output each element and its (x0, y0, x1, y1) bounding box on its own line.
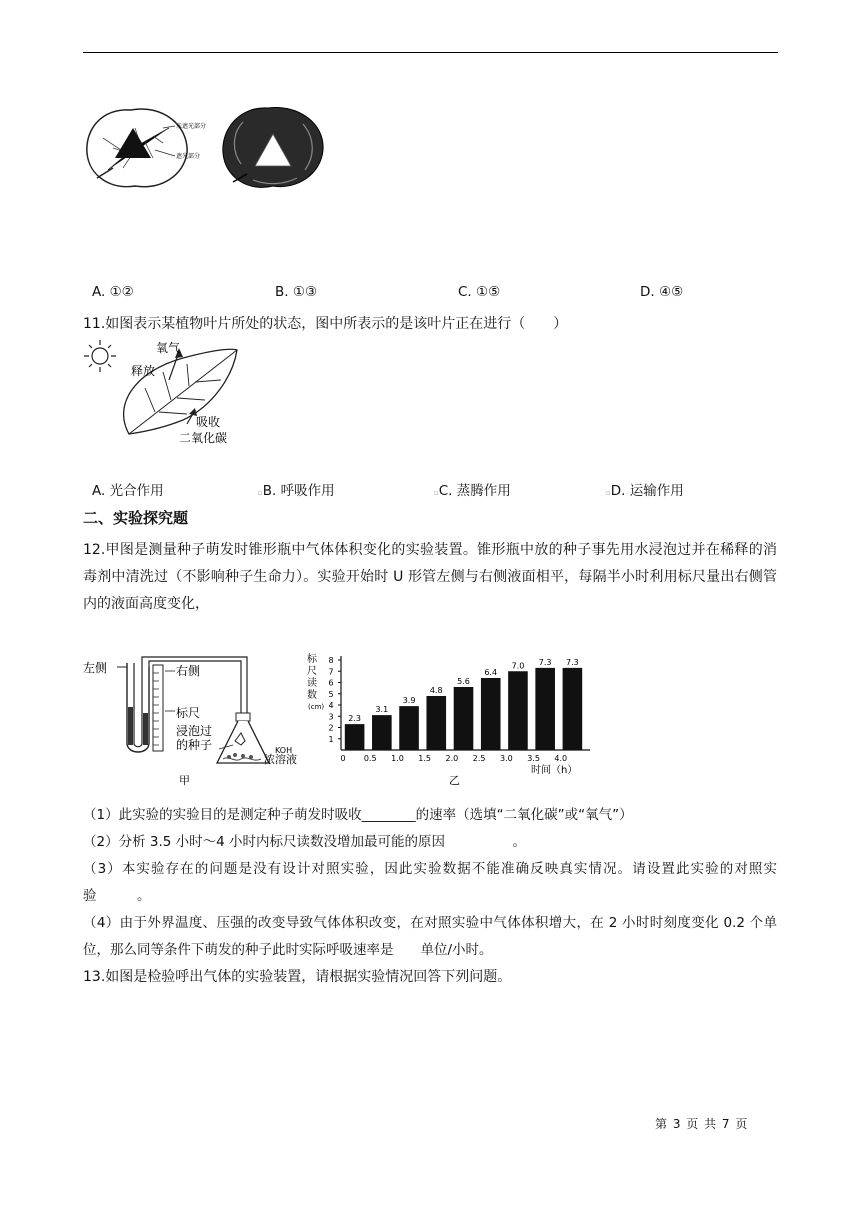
chart-data-label: 6.4 (484, 668, 498, 677)
chart-bar (563, 668, 583, 750)
leaf-right-stained (223, 107, 323, 187)
q11-option-d[interactable]: ▫D. 运输作用 (606, 483, 684, 499)
q11-stem: 11.如图表示某植物叶片所处的状态，图中所表示的是该叶片正在进行（ ） (83, 316, 568, 332)
chart-data-label: 7.3 (566, 657, 579, 667)
chart-bar (508, 671, 528, 750)
chart-bar (372, 715, 392, 750)
chart-ylabel-1: 标 (307, 654, 317, 665)
leaf-photosynthesis-figure (83, 336, 258, 451)
chart-xtick-label: 3.5 (527, 754, 540, 763)
chart-xtick-label: 1.0 (391, 754, 404, 763)
leaf-left (87, 109, 187, 187)
chart-xtick-label: 3.0 (499, 754, 513, 763)
chart-yticks (328, 656, 341, 744)
option-marker-icon: ▫ (434, 489, 439, 497)
label-oxygen: 氧气 (156, 341, 181, 355)
sun-icon (84, 340, 116, 372)
q12-stem: 12.甲图是测量种子萌发时锥形瓶中气体体积变化的实验装置。锥形瓶中放的种子事先用水浸泡过并在稀释的消毒剂中清洗过（不影响种子生命力）。实验开始时 U 形管左侧与右侧液面相平，每隔半小时利用标尺量出右侧管内的液面高度变化， (83, 542, 777, 612)
label-shaded: 遮光部分 (176, 153, 201, 160)
q10-option-b[interactable]: B. ①③ (275, 284, 318, 300)
seed-reading-bar-chart (305, 650, 595, 790)
label-koh-solution: 浓溶液 (264, 753, 297, 766)
chart-ylabel-3: 读 (307, 678, 317, 689)
label-right-side: 右侧 (176, 664, 201, 678)
chart-bar (535, 668, 555, 750)
chart-xlabel: 时间（h） (531, 765, 578, 776)
label-ruler: 标尺 (176, 706, 201, 720)
q11-option-a[interactable]: A. 光合作用 (92, 483, 164, 499)
chart-ytick-label: 8 (328, 656, 334, 665)
chart-xtick-label: 4.0 (554, 754, 568, 763)
chart-data-label: 3.9 (402, 696, 416, 706)
chart-bar (454, 687, 474, 750)
chart-bar (426, 696, 446, 750)
chart-bar (345, 724, 365, 750)
q11-option-c[interactable]: ▫C. 蒸腾作用 (434, 483, 511, 499)
chart-data-label: 5.6 (457, 677, 470, 686)
q12-sub2: （2）分析 3.5 小时～4 小时内标尺读数没增加最可能的原因 。 (83, 834, 527, 850)
q13-stem: 13.如图是检验呼出气体的实验装置，请根据实验情况回答下列问题。 (83, 969, 512, 985)
q12-sub4: （4）由于外界温度、压强的改变导致气体体积改变，在对照实验中气体体积增大，在 2 小时时刻度变化 0.2 个单位，那么同等条件下萌发的种子此时实际呼吸速率是 单位/小时。 (83, 915, 777, 958)
chart-ytick-label: 4 (328, 701, 334, 710)
page-footer: 第 3 页 共 7 页 (655, 1117, 749, 1131)
leaf-starch-figure (83, 98, 328, 200)
label-seeds-1: 浸泡过 (176, 724, 213, 738)
option-marker-icon: ▫ (606, 489, 611, 497)
q10-option-c[interactable]: C. ①⑤ (458, 284, 501, 300)
q11-option-b[interactable]: ▫B. 呼吸作用 (258, 483, 335, 499)
chart-ytick-label: 3 (328, 712, 334, 722)
chart-ytick-label: 7 (328, 667, 334, 677)
chart-xtick-label: 2.5 (472, 754, 486, 763)
label-koh: KOH (275, 746, 293, 755)
label-release: 释放 (131, 364, 156, 378)
section-title: 二、实验探究题 (83, 509, 189, 527)
q10-option-d[interactable]: D. ④⑤ (640, 284, 684, 300)
label-absorb: 吸收 (196, 415, 221, 429)
label-seeds-2: 的种子 (176, 738, 213, 752)
chart-data-label: 3.1 (375, 705, 389, 715)
chart-bar (399, 706, 419, 750)
chart-ytick-label: 1 (328, 734, 334, 744)
q12-sub3: （3）本实验存在的问题是没有设计对照实验，因此实验数据不能准确反映真实情况。请设置此实验的对照实验 。 (83, 861, 777, 904)
chart-ylabel-4: 数 (307, 690, 317, 701)
chart-ytick-label: 5 (328, 689, 334, 699)
chart-data-label: 2.3 (348, 714, 361, 724)
chart-xtick-label: 1.5 (418, 754, 432, 763)
chart-ylabel-2: 尺 (307, 666, 317, 677)
apparatus-figure (83, 655, 308, 790)
label-left-side: 左侧 (83, 661, 108, 675)
chart-xticks (340, 754, 567, 763)
label-unshaded: 未遮光部分 (176, 123, 207, 130)
option-marker-icon: ▫ (258, 489, 263, 497)
chart-bar (481, 678, 501, 750)
chart-xtick-label: 0.5 (363, 754, 377, 763)
chart-data-label: 4.8 (429, 686, 443, 695)
chart-ylabel-unit: (cm) (308, 703, 325, 711)
chart-data-label: 7.0 (511, 661, 525, 671)
chart-ytick-label: 6 (328, 678, 334, 688)
q10-option-a[interactable]: A. ①② (92, 284, 134, 300)
chart-caption: 乙 (449, 774, 460, 787)
label-co2: 二氧化碳 (179, 431, 228, 445)
q12-sub1: （1）此实验的实验目的是测定种子萌发时吸收________的速率（选填“二氧化碳”或“氧气”） (83, 807, 633, 823)
header-rule (83, 52, 778, 53)
apparatus-caption: 甲 (179, 774, 190, 787)
chart-xtick-label: 0 (340, 754, 346, 763)
chart-ytick-label: 2 (328, 723, 334, 733)
chart-xtick-label: 2.0 (445, 754, 459, 763)
chart-data-label: 7.3 (538, 657, 552, 667)
